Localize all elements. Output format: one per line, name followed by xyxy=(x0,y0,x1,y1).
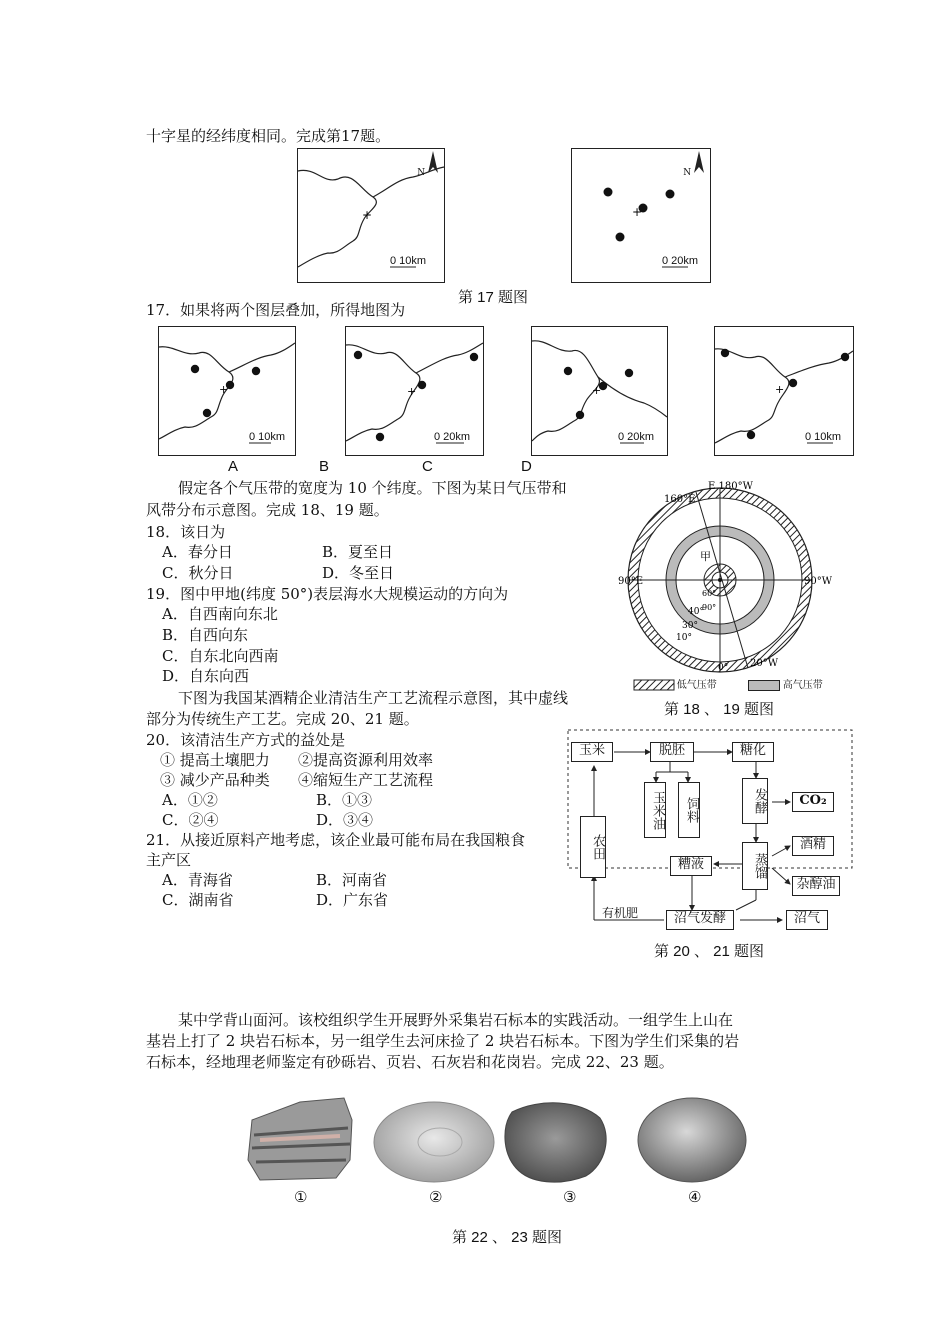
q21-opt-b[interactable]: B．河南省 xyxy=(316,871,388,889)
label-right: 90°W xyxy=(804,576,833,587)
cross-mark: + xyxy=(362,208,373,222)
node-farmland: 农田 xyxy=(580,816,606,878)
q20-item-4: ④缩短生产工艺流程 xyxy=(298,771,434,789)
north-arrow-icon: N xyxy=(417,151,438,178)
svg-text:+: + xyxy=(592,384,602,397)
label-top: E 180°W xyxy=(708,481,753,492)
intro-2021-line1: 下图为我国某酒精企业清洁生产工艺流程示意图，其中虚线 xyxy=(178,689,569,707)
label-bottomzero: 0° xyxy=(718,663,729,673)
option-scale: 0 20km xyxy=(434,431,471,443)
node-mash: 糟液 xyxy=(670,856,712,876)
q18-opt-c[interactable]: C．秋分日 xyxy=(162,564,234,582)
scale-right: 0 20km xyxy=(662,255,699,267)
node-co2: CO₂ xyxy=(792,792,834,812)
option-letter-c: C xyxy=(422,458,433,475)
q19-opt-b[interactable]: B．自西向东 xyxy=(162,626,249,644)
intro-1819-line1: 假定各个气压带的宽度为 10 个纬度。下图为某日气压带和 xyxy=(178,479,567,497)
legend-low: 低气压带 xyxy=(634,676,717,691)
q21-opt-c[interactable]: C．湖南省 xyxy=(162,891,234,909)
svg-text:90°: 90° xyxy=(702,603,717,612)
node-alcohol: 酒精 xyxy=(792,836,834,856)
rock-label-1: ① xyxy=(294,1189,308,1206)
q20-opt-d[interactable]: D．③④ xyxy=(316,811,374,829)
svg-text:+: + xyxy=(775,383,785,396)
node-biogasferment: 沼气发酵 xyxy=(666,910,734,930)
option-letter-a: A xyxy=(228,458,239,475)
option-scale: 0 10km xyxy=(249,431,286,443)
q18-opt-d[interactable]: D．冬至日 xyxy=(322,564,395,582)
option-map-c[interactable] xyxy=(531,326,668,456)
map-layer-right xyxy=(571,148,711,283)
svg-text:30°: 30° xyxy=(682,621,698,631)
node-corn: 玉米 xyxy=(571,742,613,762)
label-jia: 甲 xyxy=(700,550,711,563)
q20-opt-c[interactable]: C．②④ xyxy=(162,811,219,829)
intro-2021-line2: 部分为传统生产工艺。完成 20、21 题。 xyxy=(146,710,419,728)
legend-high: 高气压带 xyxy=(748,676,823,691)
rock-2-limestone xyxy=(374,1102,494,1182)
option-scale: 0 10km xyxy=(805,431,842,443)
svg-text:40°: 40° xyxy=(688,607,704,617)
q20-opt-b[interactable]: B．①③ xyxy=(316,791,373,809)
node-distill: 蒸馏 xyxy=(742,842,768,890)
q17-stem: 17．如果将两个图层叠加，所得地图为 xyxy=(146,301,406,319)
q20-item-2: ②提高资源利用效率 xyxy=(298,751,434,769)
intro-2223-line1: 某中学背山面河。该校组织学生开展野外采集岩石标本的实践活动。一组学生上山在 xyxy=(178,1011,734,1029)
map-layer-left xyxy=(297,148,445,283)
q19-stem: 19．图中甲地(纬度 50°)表层海水大规模运动的方向为 xyxy=(146,585,509,603)
fig2223-caption: 第 22 、 23 题图 xyxy=(452,1229,563,1246)
node-cornoil: 玉米油 xyxy=(644,782,666,838)
option-map-b[interactable] xyxy=(345,326,484,456)
intro-2223-line2: 基岩上打了 2 块岩石标本，另一组学生去河床捡了 2 块岩石标本。下图为学生们采集的岩 xyxy=(146,1032,740,1050)
fig1819-caption: 第 18 、 19 题图 xyxy=(664,701,775,718)
node-biogas: 沼气 xyxy=(786,910,828,930)
fig2021-caption: 第 20 、 21 题图 xyxy=(654,943,765,960)
svg-text:+: + xyxy=(219,383,229,396)
label-topleft: 160°E xyxy=(664,494,696,505)
rock-1-shale xyxy=(248,1098,352,1180)
rock-label-2: ② xyxy=(429,1189,443,1206)
intro-17: 十字星的经纬度相同。完成第17题。 xyxy=(146,127,391,145)
option-letter-d: D xyxy=(521,458,532,475)
q21-opt-d[interactable]: D．广东省 xyxy=(316,891,389,909)
rock-4-granite xyxy=(638,1098,746,1182)
q21-stem-2: 主产区 xyxy=(146,851,192,869)
q19-opt-d[interactable]: D．自东向西 xyxy=(162,667,250,685)
north-arrow-icon: N xyxy=(683,151,704,178)
node-degerm: 脱胚 xyxy=(650,742,694,762)
pressure-belt-diagram xyxy=(618,482,840,688)
rock-3-sandy-conglomerate xyxy=(505,1103,606,1182)
svg-text:+: + xyxy=(407,385,417,398)
rock-specimens xyxy=(240,1090,740,1190)
option-letter-b: B xyxy=(319,458,330,475)
option-map-a[interactable] xyxy=(158,326,296,456)
node-ferment: 发酵 xyxy=(742,778,768,824)
q21-stem-1: 21．从接近原料产地考虑，该企业最可能布局在我国粮食 xyxy=(146,831,526,849)
q18-stem: 18．该日为 xyxy=(146,523,226,541)
svg-text:60°: 60° xyxy=(702,589,717,598)
intro-2223-line3: 石标本，经地理老师鉴定有砂砾岩、页岩、石灰岩和花岗岩。完成 22、23 题。 xyxy=(146,1053,674,1071)
q20-item-3: ③ 减少产品种类 xyxy=(160,771,270,789)
label-left: 90°E xyxy=(618,576,644,587)
q20-stem: 20．该清洁生产方式的益处是 xyxy=(146,731,346,749)
svg-text:+: + xyxy=(632,205,643,219)
q21-opt-a[interactable]: A．青海省 xyxy=(162,871,233,889)
rock-label-4: ④ xyxy=(688,1189,702,1206)
q20-item-1: ① 提高土壤肥力 xyxy=(160,751,270,769)
node-fusel: 杂醇油 xyxy=(792,876,840,896)
scale-left: 0 10km xyxy=(390,255,427,267)
label-bottom: 20°W xyxy=(750,658,779,669)
intro-1819-line2: 风带分布示意图。完成 18、19 题。 xyxy=(146,501,389,519)
q18-opt-b[interactable]: B．夏至日 xyxy=(322,543,394,561)
option-scale: 0 20km xyxy=(618,431,655,443)
label-organic: 有机肥 xyxy=(602,906,639,920)
fig17-caption: 第 17 题图 xyxy=(458,289,529,306)
rock-label-3: ③ xyxy=(563,1189,577,1206)
option-map-d[interactable] xyxy=(714,326,854,456)
q19-opt-c[interactable]: C．自东北向西南 xyxy=(162,647,279,665)
node-feed: 饲料 xyxy=(678,782,700,838)
q19-opt-a[interactable]: A．自西南向东北 xyxy=(162,605,278,623)
q18-opt-a[interactable]: A．春分日 xyxy=(162,543,233,561)
q20-opt-a[interactable]: A．①② xyxy=(162,791,218,809)
svg-text:10°: 10° xyxy=(676,633,692,643)
node-saccharify: 糖化 xyxy=(732,742,774,762)
